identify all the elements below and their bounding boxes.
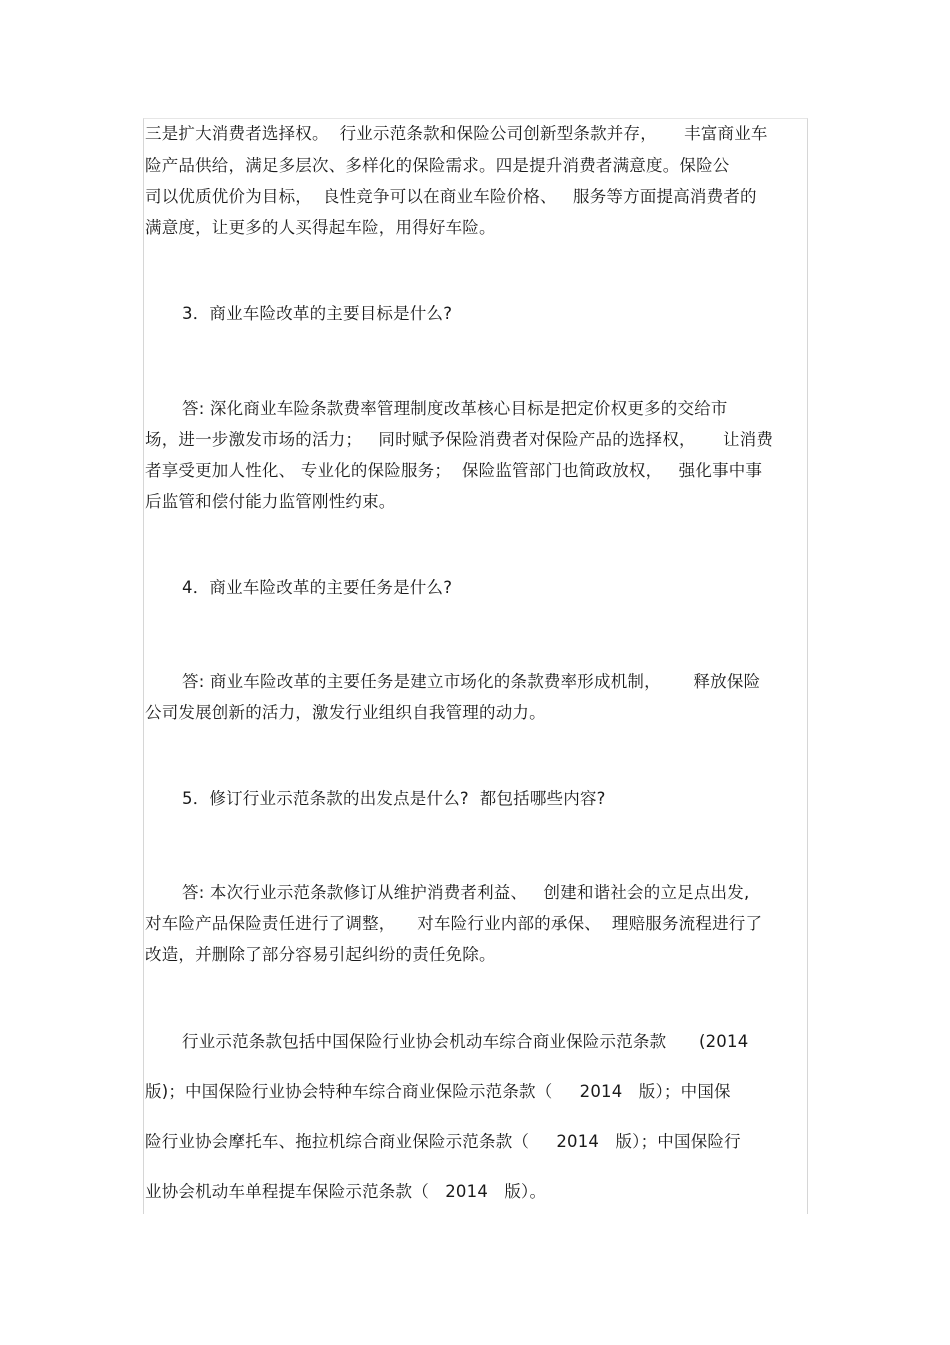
paragraph-line: 业协会机动车单程提车保险示范条款（ 2014 版）。 — [145, 1182, 547, 1201]
answer-line: 者享受更加人性化、 专业化的保险服务； 保险监管部门也简政放权， 强化事中事 — [145, 461, 763, 480]
answer-line: 答: 本次行业示范条款修订从维护消费者利益、 创建和谐社会的立足点出发, — [182, 883, 750, 902]
answer-line: 改造，并删除了部分容易引起纠纷的责任免除。 — [145, 945, 496, 964]
answer-line: 公司发展创新的活力，激发行业组织自我管理的动力。 — [145, 703, 546, 722]
text-line: 险产品供给，满足多层次、多样化的保险需求。四是提升消费者满意度。保险公 — [145, 156, 730, 175]
answer-line: 答: 深化商业车险条款费率管理制度改革核心目标是把定价权更多的交给市 — [182, 399, 728, 418]
question-heading: 4．商业车险改革的主要任务是什么? — [182, 578, 453, 597]
answer-line: 后监管和偿付能力监管刚性约束。 — [145, 492, 396, 511]
text-line: 满意度，让更多的人买得起车险，用得好车险。 — [145, 218, 496, 237]
answer-line: 答: 商业车险改革的主要任务是建立市场化的条款费率形成机制， 释放保险 — [182, 672, 761, 691]
text-line: 司以优质优价为目标， 良性竞争可以在商业车险价格、 服务等方面提高消费者的 — [145, 187, 757, 206]
text-line: 三是扩大消费者选择权。 行业示范条款和保险公司创新型条款并存， 丰富商业车 — [145, 124, 768, 143]
paragraph-line: 险行业协会摩托车、拖拉机综合商业保险示范条款（ 2014 版）；中国保险行 — [145, 1132, 741, 1151]
answer-line: 对车险产品保险责任进行了调整， 对车险行业内部的承保、 理赔服务流程进行了 — [145, 914, 763, 933]
paragraph-line: 行业示范条款包括中国保险行业协会机动车综合商业保险示范条款 (2014 — [182, 1032, 749, 1051]
paragraph-line: 版)；中国保险行业协会特种车综合商业保险示范条款（ 2014 版）；中国保 — [145, 1082, 731, 1101]
answer-line: 场，进一步激发市场的活力； 同时赋予保险消费者对保险产品的选择权， 让消费 — [145, 430, 774, 449]
question-heading: 5．修订行业示范条款的出发点是什么? 都包括哪些内容? — [182, 789, 606, 808]
question-heading: 3．商业车险改革的主要目标是什么? — [182, 304, 453, 323]
